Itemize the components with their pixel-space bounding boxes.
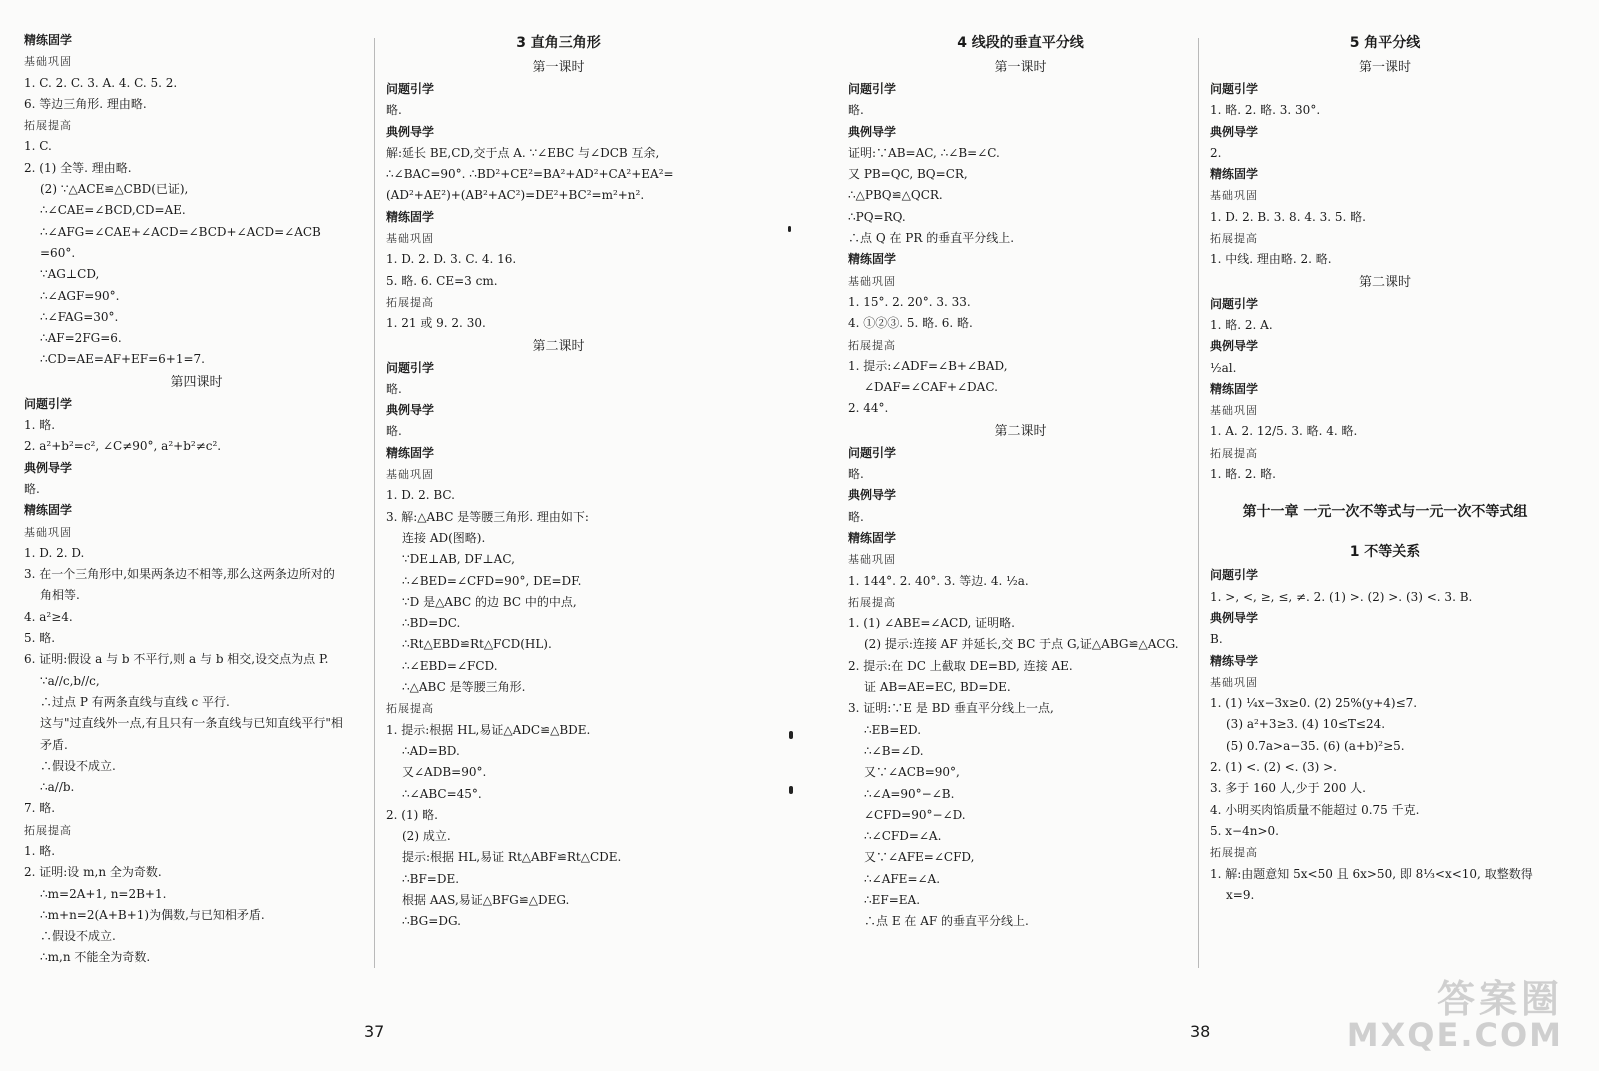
- scan-mark: [789, 731, 793, 739]
- scan-mark: [789, 786, 793, 794]
- answer-line: ∴EF=EA.: [864, 892, 921, 907]
- answer-line: 1. 提示:根据 HL,易证△ADC≌△BDE.: [386, 722, 591, 737]
- lesson-title: 第一课时: [532, 60, 585, 75]
- answer-line: (2) 成立.: [402, 829, 451, 844]
- answer-line: ∵DE⊥AB, DF⊥AC,: [402, 552, 515, 567]
- answer-line: 1. 15°. 2. 20°. 3. 33.: [848, 294, 971, 309]
- answer-line: =60°.: [40, 245, 76, 260]
- watermark-logo-text: 答案圈: [1436, 977, 1563, 1021]
- answer-line: 略.: [848, 103, 864, 118]
- answer-line: 略.: [848, 467, 864, 482]
- answer-line: (AD²+AE²)+(AB²+AC²)=DE²+BC²=m²+n².: [386, 188, 645, 203]
- answer-line: 1. 略. 2. 略.: [1210, 467, 1276, 482]
- answer-line: 1. D. 2. B. 3. 8. 4. 3. 5. 略.: [1210, 209, 1366, 224]
- lesson-title: 第二课时: [1358, 274, 1411, 290]
- chapter-title: 4 线段的垂直平分线: [957, 35, 1084, 51]
- section-heading: 典例导学: [1210, 124, 1259, 139]
- answer-line: 1. D. 2. D. 3. C. 4. 16.: [386, 252, 517, 267]
- answer-line: 3. 证明:∵E 是 BD 垂直平分线上一点,: [848, 701, 1054, 716]
- answer-line: ∴点 Q 在 PR 的垂直平分线上.: [848, 231, 1015, 246]
- chapter-title: 5 角平分线: [1349, 35, 1421, 51]
- answer-line: 连接 AD(图略).: [402, 530, 486, 545]
- answer-line: 4. ①②③. 5. 略. 6. 略.: [848, 316, 973, 331]
- subsection-label: 拓展提高: [386, 295, 434, 309]
- column-divider-right: [1198, 38, 1199, 968]
- answer-line: 1. A. 2. 12/5. 3. 略. 4. 略.: [1210, 424, 1358, 439]
- section-heading: 问题引学: [848, 82, 897, 96]
- answer-line: 角相等.: [40, 588, 80, 603]
- answer-line: 1. D. 2. D.: [24, 545, 85, 560]
- lesson-title: 第四课时: [170, 374, 223, 390]
- section-heading: 精练固学: [848, 252, 897, 267]
- answer-line: 4. 小明买肉馅质量不能超过 0.75 千克.: [1210, 802, 1420, 817]
- subsection-label: 基础巩固: [1210, 675, 1258, 689]
- section-heading: 典例导学: [386, 124, 435, 139]
- answer-line: 1. 略.: [24, 418, 56, 433]
- answer-line: 提示:根据 HL,易证 Rt△ABF≌Rt△CDE.: [402, 850, 622, 865]
- answer-line: 这与"过直线外一点,有且只有一条直线与已知直线平行"相: [40, 716, 343, 731]
- answer-line: 4. a²≥4.: [24, 609, 73, 624]
- section-heading: 典例导学: [1210, 339, 1259, 354]
- answer-line: 2. a²+b²=c², ∠C≠90°, a²+b²≠c².: [24, 439, 222, 454]
- answer-line: ∴∠FAG=30°.: [40, 309, 119, 324]
- answer-line: 略.: [848, 509, 864, 524]
- subsection-label: 拓展提高: [24, 823, 72, 837]
- spacer: [1210, 525, 1560, 539]
- answer-line: ½al.: [1210, 360, 1237, 375]
- section-heading: 精练固学: [848, 530, 897, 545]
- answer-line: ∴∠A=90°−∠B.: [864, 786, 955, 801]
- answer-line: 根据 AAS,易证△BFG≌△DEG.: [402, 892, 570, 907]
- watermark-url: MXQE.COM: [1346, 1016, 1563, 1054]
- subsection-label: 拓展提高: [1210, 232, 1258, 246]
- section-heading: 精练固学: [24, 33, 73, 47]
- answer-line: 5. 略. 6. CE=3 cm.: [386, 273, 498, 288]
- answer-line: 1. C.: [24, 139, 52, 154]
- column-divider-left: [374, 38, 375, 968]
- answer-line: ∴△ABC 是等腰三角形.: [402, 680, 526, 695]
- answer-line: ∴m,n 不能全为奇数.: [40, 950, 151, 965]
- section-heading: 精练导学: [1210, 653, 1259, 668]
- answer-line: 5. 略.: [24, 631, 56, 646]
- section-heading: 精练固学: [1210, 381, 1259, 396]
- section-heading: 问题引学: [24, 396, 73, 411]
- answer-line: 1. 略. 2. 略. 3. 30°.: [1210, 103, 1321, 118]
- spacer: [1210, 485, 1560, 499]
- section-heading: 典例导学: [24, 460, 73, 475]
- answer-line: 1. 提示:∠ADF=∠B+∠BAD,: [848, 358, 1008, 373]
- answer-line: ∴EB=ED.: [864, 722, 922, 737]
- answer-line: 1. 21 或 9. 2. 30.: [386, 316, 486, 331]
- answer-line: 略.: [24, 481, 40, 496]
- answer-line: ∴PQ=RQ.: [848, 209, 906, 224]
- section-heading: 精练固学: [24, 503, 73, 518]
- answer-line: ∴∠CFD=∠A.: [864, 829, 942, 844]
- answer-line: 2. (1) 略.: [386, 807, 438, 822]
- answer-line: 1. 144°. 2. 40°. 3. 等边. 4. ½a.: [848, 573, 1029, 588]
- answer-line: 3. 多于 160 人,少于 200 人.: [1210, 781, 1366, 796]
- section-heading: 典例导学: [848, 488, 897, 503]
- answer-line: (3) a²+3≥3. (4) 10≤T≤24.: [1226, 717, 1386, 732]
- answer-line: ∴假设不成立.: [40, 758, 116, 773]
- chapter-title: 3 直角三角形: [516, 35, 601, 51]
- section-heading: 问题引学: [1210, 296, 1259, 311]
- answer-line: 1. 略.: [24, 843, 56, 858]
- answer-line: ∠DAF=∠CAF+∠DAC.: [864, 380, 998, 395]
- answer-line: ∴CD=AE=AF+EF=6+1=7.: [40, 352, 205, 367]
- answer-line: 2. 44°.: [848, 401, 889, 416]
- answer-line: x=9.: [1226, 887, 1255, 902]
- answer-line: (2) ∵△ACE≌△CBD(已证),: [40, 182, 189, 197]
- section-heading: 问题引学: [1210, 568, 1259, 583]
- answer-column-3: [848, 30, 1193, 933]
- section-heading: 典例导学: [1210, 610, 1259, 625]
- scan-mark: [788, 226, 791, 232]
- watermark: [1346, 977, 1563, 1054]
- page-number-left: 37: [364, 1022, 385, 1041]
- answer-line: ∴∠AFE=∠A.: [864, 871, 941, 886]
- answer-line: 1. C. 2. C. 3. A. 4. C. 5. 2.: [24, 75, 178, 90]
- answer-line: 5. x−4n>0.: [1210, 823, 1279, 838]
- answer-column-2: [386, 30, 731, 933]
- answer-line: ∴BD=DC.: [402, 616, 461, 631]
- lesson-title: 第一课时: [994, 60, 1047, 75]
- answer-line: 略.: [386, 424, 402, 439]
- answer-line: 1. D. 2. BC.: [386, 488, 455, 503]
- answer-line: ∴Rt△EBD≌Rt△FCD(HL).: [402, 637, 552, 652]
- lesson-title: 第二课时: [532, 338, 585, 354]
- answer-line: ∴∠ABC=45°.: [402, 786, 482, 801]
- answer-line: ∵a//c,b//c,: [40, 673, 100, 688]
- answer-line: 7. 略.: [24, 801, 56, 816]
- subsection-label: 拓展提高: [1210, 846, 1258, 860]
- answer-line: 又∠ADB=90°.: [402, 765, 487, 780]
- section-heading: 精练固学: [1210, 167, 1259, 182]
- section-heading: 典例导学: [386, 403, 435, 418]
- subsection-label: 拓展提高: [848, 338, 896, 352]
- section-heading: 典例导学: [848, 124, 897, 139]
- answer-line: 2. (1) <. (2) <. (3) >.: [1210, 760, 1337, 775]
- answer-line: ∴∠AFG=∠CAE+∠ACD=∠BCD+∠ACD=∠ACB: [40, 224, 321, 239]
- section-heading: 精练固学: [386, 209, 435, 224]
- subsection-label: 基础巩固: [24, 525, 72, 539]
- section-heading: 问题引学: [386, 360, 435, 375]
- answer-line: ∴a//b.: [40, 780, 75, 795]
- answer-line: ∴∠CAE=∠BCD,CD=AE.: [40, 203, 186, 218]
- answer-line: 2. (1) 全等. 理由略.: [24, 160, 132, 175]
- answer-line: 又∵∠ACB=90°,: [864, 765, 960, 780]
- answer-line: ∴过点 P 有两条直线与直线 c 平行.: [40, 694, 230, 709]
- chapter-title: 1 不等关系: [1349, 544, 1421, 561]
- section-heading: 问题引学: [848, 445, 897, 460]
- answer-line: ∴假设不成立.: [40, 929, 116, 944]
- lesson-title: 第二课时: [994, 423, 1047, 439]
- subsection-label: 基础巩固: [386, 232, 434, 246]
- answer-line: ∴∠EBD=∠FCD.: [402, 658, 498, 673]
- answer-line: ∴∠BAC=90°. ∴BD²+CE²=BA²+AD²+CA²+EA²=: [386, 167, 674, 182]
- answer-line: 1. 中线. 理由略. 2. 略.: [1210, 252, 1332, 267]
- subsection-label: 基础巩固: [386, 468, 434, 482]
- answer-line: 3. 在一个三角形中,如果两条边不相等,那么这两条边所对的: [24, 567, 335, 582]
- answer-line: ∴m+n=2(A+B+1)为偶数,与已知相矛盾.: [40, 907, 265, 922]
- answer-line: B.: [1210, 632, 1223, 647]
- subsection-label: 基础巩固: [848, 553, 896, 567]
- page-number-right: 38: [1190, 1022, 1211, 1041]
- section-heading: 问题引学: [1210, 82, 1259, 96]
- answer-line: ∴△PBQ≌△QCR.: [848, 188, 943, 203]
- subsection-label: 拓展提高: [1210, 446, 1258, 460]
- answer-line: ∠CFD=90°−∠D.: [864, 807, 966, 822]
- subsection-label: 基础巩固: [24, 55, 72, 69]
- answer-line: 证 AB=AE=EC, BD=DE.: [864, 680, 1011, 695]
- answer-column-4: [1210, 30, 1560, 906]
- section-heading: 精练固学: [386, 445, 435, 460]
- answer-line: ∴∠B=∠D.: [864, 743, 924, 758]
- answer-line: ∵AG⊥CD,: [40, 267, 100, 282]
- answer-line: 2.: [1210, 145, 1222, 160]
- answer-line: 矛盾.: [40, 737, 68, 752]
- answer-line: ∴BF=DE.: [402, 871, 460, 886]
- subsection-label: 基础巩固: [1210, 404, 1258, 418]
- answer-line: 证明:∵AB=AC, ∴∠B=∠C.: [848, 145, 1000, 160]
- answer-line: 解:延长 BE,CD,交于点 A. ∵∠EBC 与∠DCB 互余,: [386, 145, 660, 160]
- answer-line: 1. (1) ¼x−3x≥0. (2) 25%(y+4)≤7.: [1210, 696, 1418, 711]
- answer-line: ∵D 是△ABC 的边 BC 中的中点,: [402, 594, 577, 609]
- answer-line: 又∵∠AFE=∠CFD,: [864, 850, 975, 865]
- subsection-label: 基础巩固: [848, 274, 896, 288]
- answer-line: ∴AD=BD.: [402, 743, 460, 758]
- answer-line: 1. 解:由题意知 5x<50 且 6x>50, 即 8⅓<x<10, 取整数得: [1210, 866, 1533, 881]
- answer-line: ∴m=2A+1, n=2B+1.: [40, 886, 167, 901]
- answer-column-1: [24, 30, 369, 969]
- answer-line: ∴BG=DG.: [402, 914, 461, 929]
- subsection-label: 拓展提高: [848, 595, 896, 609]
- section-heading: 问题引学: [386, 82, 435, 96]
- subsection-label: 拓展提高: [386, 702, 434, 716]
- answer-line: 略.: [386, 103, 402, 118]
- answer-line: (5) 0.7a>a−35. (6) (a+b)²≥5.: [1226, 738, 1405, 753]
- answer-line: 1. 略. 2. A.: [1210, 317, 1273, 332]
- answer-line: 6. 证明:假设 a 与 b 不平行,则 a 与 b 相交,设交点为点 P.: [24, 652, 329, 667]
- chapter-title: 第十一章 一元一次不等式与一元一次不等式组: [1242, 504, 1528, 521]
- answer-line: 1. >, <, ≥, ≤, ≠. 2. (1) >. (2) >. (3) <. 3. B.: [1210, 589, 1473, 604]
- answer-line: 1. (1) ∠ABE=∠ACD, 证明略.: [848, 616, 1015, 631]
- answer-line: ∴∠BED=∠CFD=90°, DE=DF.: [402, 573, 582, 588]
- subsection-label: 基础巩固: [1210, 189, 1258, 203]
- answer-line: 略.: [386, 381, 402, 396]
- answer-line: 又 PB=QC, BQ=CR,: [848, 167, 968, 182]
- answer-line: ∴∠AGF=90°.: [40, 288, 120, 303]
- answer-line: (2) 提示:连接 AF 并延长,交 BC 于点 G,证△ABG≌△ACG.: [864, 637, 1179, 652]
- answer-line: ∴点 E 在 AF 的垂直平分线上.: [864, 914, 1029, 929]
- subsection-label: 拓展提高: [24, 119, 72, 133]
- lesson-title: 第一课时: [1358, 60, 1411, 75]
- answer-line: 3. 解:△ABC 是等腰三角形. 理由如下:: [386, 509, 589, 524]
- answer-line: 6. 等边三角形. 理由略.: [24, 96, 147, 111]
- answer-line: ∴AF=2FG=6.: [40, 331, 122, 346]
- answer-line: 2. 证明:设 m,n 全为奇数.: [24, 865, 162, 880]
- answer-line: 2. 提示:在 DC 上截取 DE=BD, 连接 AE.: [848, 658, 1073, 673]
